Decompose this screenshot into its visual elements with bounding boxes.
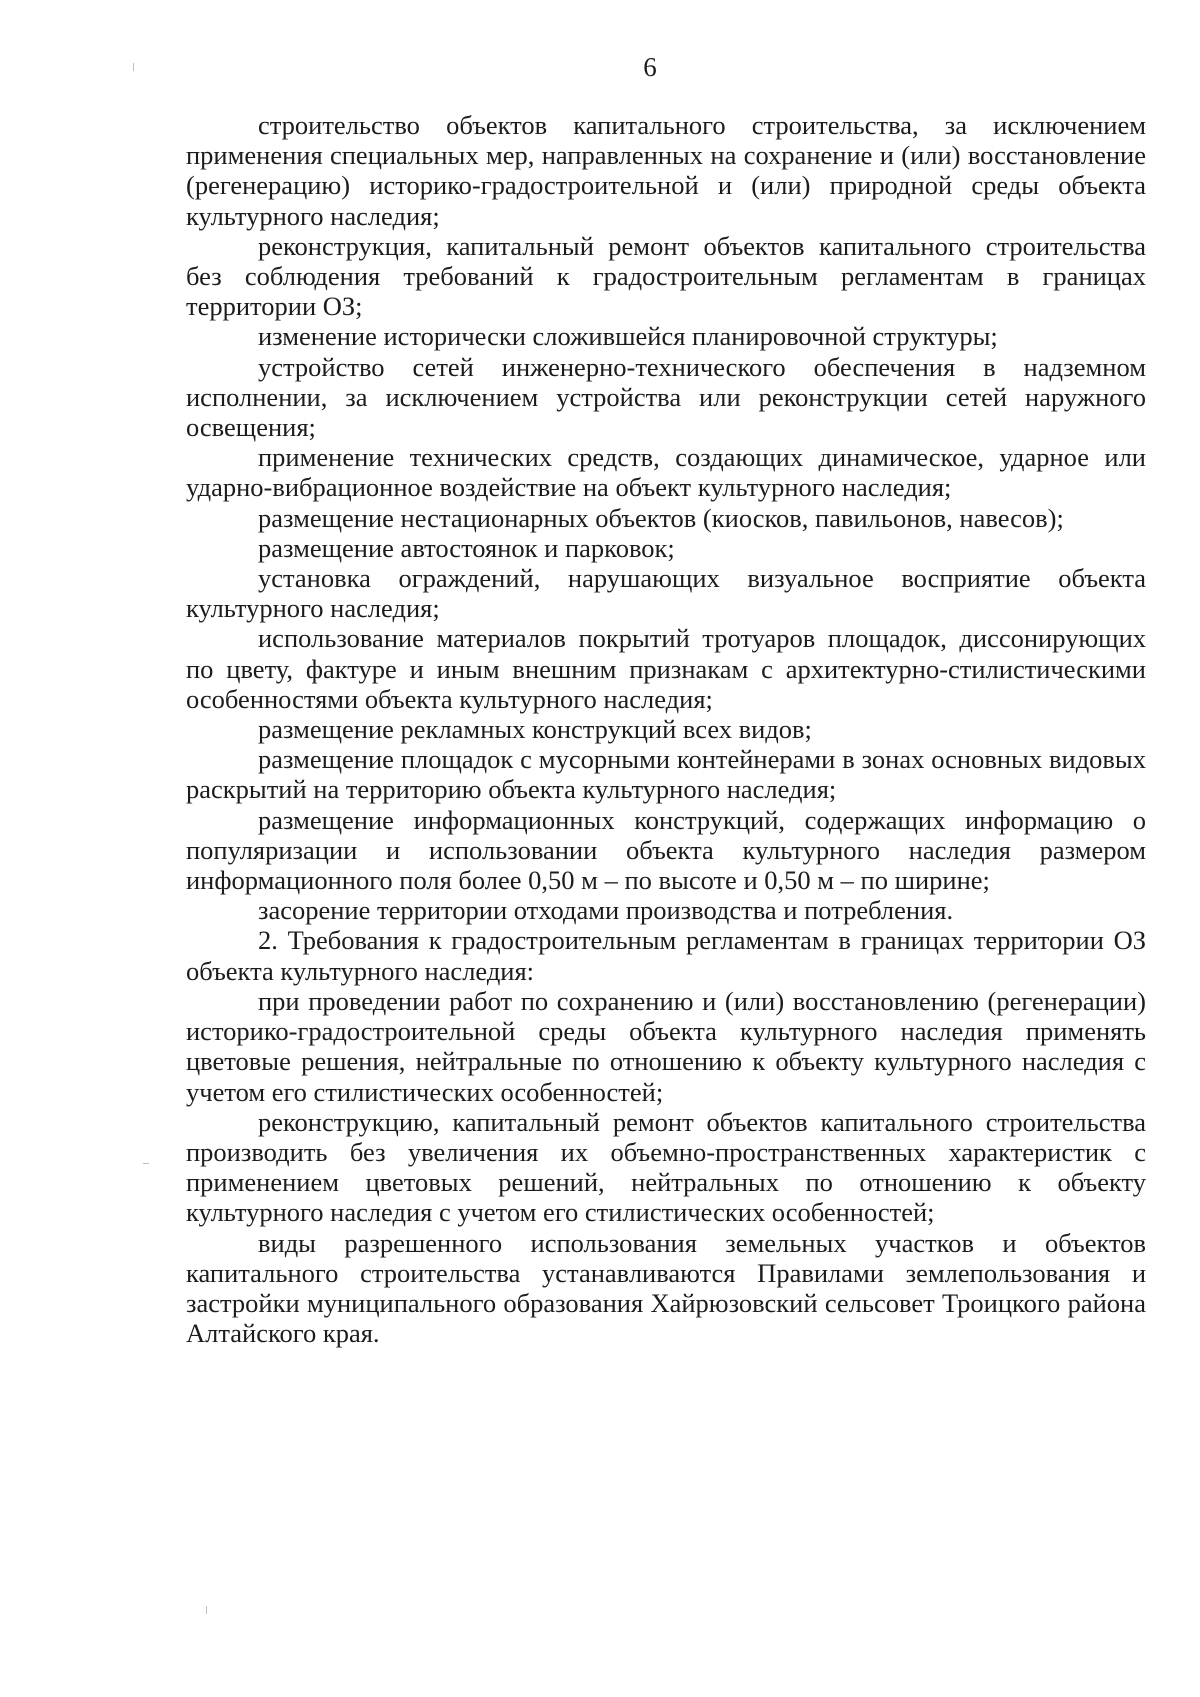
paragraph: виды разрешенного использования земельных участков и объектов капитального строительства устанавливаются Правилами землепользования и застройки муниципального образования Хайрюзовский сельсовет Троицкого района Алтайского края. [186, 1227, 1146, 1349]
document-body [186, 110, 1146, 1348]
paragraph: использование материалов покрытий тротуаров площадок, диссонирующих по цвету, фактуре и иным внешним признакам с архитектурно-стилистическими особенностями объекта культурного наследия; [186, 623, 1146, 714]
paragraph: устройство сетей инженерно-технического обеспечения в надземном исполнении, за исключением устройства или реконструкции сетей наружного освещения; [186, 351, 1146, 443]
scan-mark [133, 63, 134, 71]
paragraph: размещение информационных конструкций, содержащих информацию о популяризации и использовании объекта культурного наследия размером информационного поля более 0,50 м – по высоте и 0,50 м – по ширине; [186, 804, 1146, 896]
paragraph: строительство объектов капитального строительства, за исключением применения специальных мер, направленных на сохранение и (или) восстановление (регенерацию) историко-градостроительной и (или) природной среды объекта культурного наследия; [186, 110, 1146, 231]
paragraph: реконструкция, капитальный ремонт объектов капитального строительства без соблюдения требований к градостроительным регламентам в границах территории ОЗ; [186, 230, 1146, 322]
page-number: 6 [643, 52, 657, 82]
paragraph: засорение территории отходами производства и потребления. [258, 895, 954, 926]
paragraph: размещение площадок с мусорными контейнерами в зонах основных видовых раскрытий на территорию объекта культурного наследия; [186, 744, 1146, 805]
paragraph: реконструкцию, капитальный ремонт объектов капитального строительства производить без увеличения их объемно-пространственных характеристик с применением цветовых решений, нейтральных по отношению к объекту культурного наследия с учетом его стилистических особенностей; [186, 1106, 1146, 1228]
paragraph: установка ограждений, нарушающих визуальное восприятие объекта культурного наследия; [186, 563, 1146, 624]
paragraph: при проведении работ по сохранению и (или) восстановлению (регенерации) историко-градостроительной среды объекта культурного наследия применять цветовые решения, нейтральные по отношению к объекту культурного наследия с учетом его стилистических особенностей; [186, 985, 1146, 1107]
paragraph: размещение нестационарных объектов (киосков, павильонов, навесов); [258, 502, 1064, 533]
paragraph: размещение автостоянок и парковок; [258, 532, 675, 563]
section-heading: 2. Требования к градостроительным регламентам в границах территории ОЗ объекта культурного наследия: [186, 925, 1146, 986]
paragraph: изменение исторически сложившейся планировочной структуры; [258, 321, 998, 352]
paragraph: применение технических средств, создающих динамическое, ударное или ударно-вибрационное воздействие на объект культурного наследия; [186, 442, 1146, 503]
paragraph: размещение рекламных конструкций всех видов; [258, 714, 812, 745]
scan-mark [206, 1606, 207, 1614]
scan-mark [143, 1163, 149, 1164]
